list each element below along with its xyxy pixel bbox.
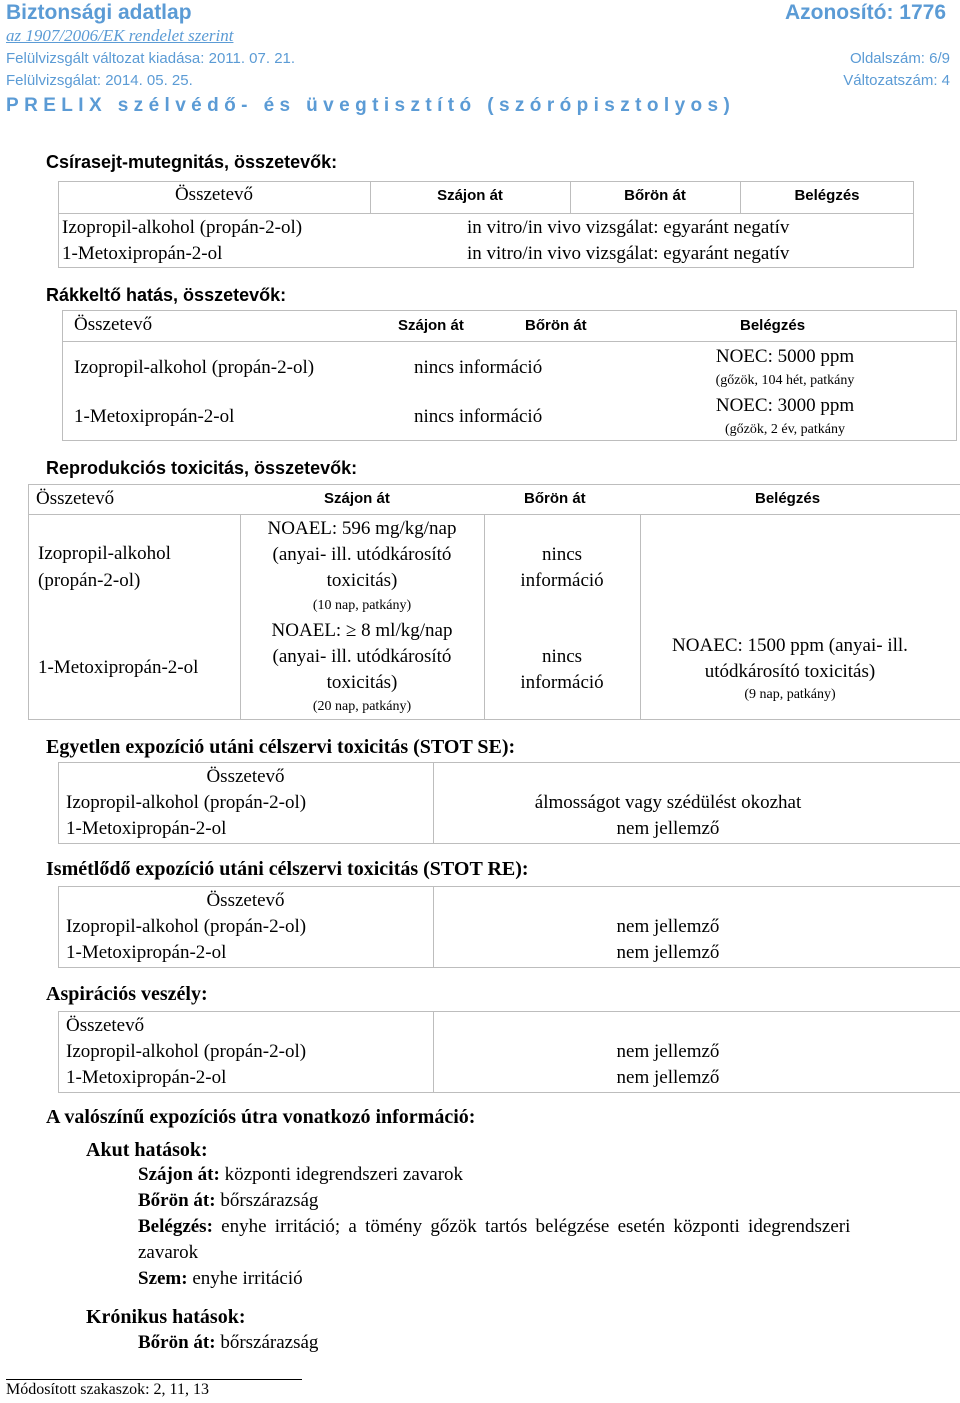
stot-re-row-2-name: 1-Metoxipropán-2-ol xyxy=(66,942,227,963)
acute-heading: Akut hatások: xyxy=(86,1139,208,1161)
aspiration-row-2-name: 1-Metoxipropán-2-ol xyxy=(66,1067,227,1088)
revised-issue: Felülvizsgált változat kiadása: 2011. 07. 21. xyxy=(6,50,296,67)
repro-row-2-inhalation-note: (9 nap, patkány) xyxy=(744,687,836,702)
stot-se-row-1-value: álmosságot vagy szédülést okozhat xyxy=(534,792,802,813)
carc-row-2-oral: nincs információ xyxy=(414,406,543,427)
stot-re-row-1-value: nem jellemző xyxy=(616,916,720,937)
acute-eye-text: enyhe irritáció xyxy=(192,1268,303,1289)
ge-symbol-icon: ≥ xyxy=(345,620,357,641)
germ-row-2-name: 1-Metoxipropán-2-ol xyxy=(62,243,223,264)
repro-row-2-dermal: nincs xyxy=(541,646,583,667)
regulation-link[interactable]: az 1907/2006/EK rendelet szerint xyxy=(6,26,234,45)
repro-row-1-oral-cont: (anyai- ill. utódkárosító xyxy=(272,544,452,565)
carc-row-1-name: Izopropil-alkohol (propán-2-ol) xyxy=(74,357,315,378)
repro-row-1-name-cont: (propán-2-ol) xyxy=(38,570,141,591)
germ-col-oral: Szájon át xyxy=(437,187,503,204)
aspiration-col-component: Összetevő xyxy=(66,1015,145,1036)
carc-row-2-inhalation: NOEC: 3000 ppm xyxy=(715,395,855,416)
chronic-dermal-text: bőrszárazság xyxy=(220,1332,319,1353)
chronic-dermal-label: Bőrön át: xyxy=(138,1332,216,1353)
repro-row-2-oral-cont2: toxicitás) xyxy=(326,672,398,693)
footer-divider xyxy=(6,1379,302,1380)
carc-heading: Rákkeltő hatás, összetevők: xyxy=(46,285,287,305)
repro-row-2-inhalation-cont: utódkárosító toxicitás) xyxy=(704,661,876,682)
acute-oral-label: Szájon át: xyxy=(138,1164,220,1185)
germ-col-inhalation: Belégzés xyxy=(794,187,860,204)
acute-dermal-label: Bőrön át: xyxy=(138,1190,216,1211)
stot-re-heading: Ismétlődő expozíció utáni célszervi toxicitás (STOT RE): xyxy=(46,858,529,880)
stot-re-col-component: Összetevő xyxy=(206,890,285,911)
stot-se-heading: Egyetlen expozíció utáni célszervi toxicitás (STOT SE): xyxy=(46,736,516,758)
acute-inhalation xyxy=(138,1216,850,1238)
repro-row-2-oral-cont: (anyai- ill. utódkárosító xyxy=(272,646,452,667)
repro-row-1-dermal-cont: információ xyxy=(520,570,604,591)
acute-eye-label: Szem: xyxy=(138,1268,188,1289)
product-name: PRELIX szélvédő- és üvegtisztító (szórópisztolyos) xyxy=(6,95,736,116)
repro-col-oral: Szájon át xyxy=(324,490,390,507)
acute-eye xyxy=(138,1268,303,1290)
acute-oral-text: központi idegrendszeri zavarok xyxy=(224,1164,464,1185)
stot-se-row-2-name: 1-Metoxipropán-2-ol xyxy=(66,818,227,839)
repro-row-2-oral xyxy=(240,620,484,642)
repro-row-2-name: 1-Metoxipropán-2-ol xyxy=(38,657,199,678)
stot-se-col-component: Összetevő xyxy=(206,766,285,787)
repro-row-2-inhalation: NOAEC: 1500 ppm (anyai- ill. xyxy=(672,635,908,656)
carc-col-inhalation: Belégzés xyxy=(740,317,806,334)
review-date: Felülvizsgálat: 2014. 05. 25. xyxy=(6,72,193,89)
document-title: Biztonsági adatlap xyxy=(6,1,192,24)
germ-heading: Csírasejt-mutegnitás, összetevők: xyxy=(46,152,338,172)
repro-row-1-dermal: nincs xyxy=(541,544,583,565)
routes-heading: A valószínű expozíciós útra vonatkozó információ: xyxy=(46,1106,476,1128)
acute-oral xyxy=(138,1164,463,1186)
acute-inhalation-label: Belégzés: xyxy=(138,1216,213,1237)
repro-row-2-oral-note: (20 nap, patkány) xyxy=(312,699,412,714)
page-number: Oldalszám: 6/9 xyxy=(849,50,950,67)
carc-row-2-name: 1-Metoxipropán-2-ol xyxy=(74,406,235,427)
aspiration-row-1-name: Izopropil-alkohol (propán-2-ol) xyxy=(66,1041,307,1062)
carc-row-2-inhalation-note: (gőzök, 2 év, patkány xyxy=(725,422,845,437)
acute-inhalation-cont: zavarok xyxy=(138,1242,199,1263)
aspiration-row-2-value: nem jellemző xyxy=(616,1067,720,1088)
repro-row-1-name: Izopropil-alkohol xyxy=(38,543,171,564)
document-id: Azonosító: 1776 xyxy=(784,1,946,24)
footer-modified-sections: Módosított szakaszok: 2, 11, 13 xyxy=(6,1381,209,1398)
carc-col-dermal: Bőrön át xyxy=(525,317,587,334)
stot-re-row-1-name: Izopropil-alkohol (propán-2-ol) xyxy=(66,916,307,937)
repro-row-2-dermal-cont: információ xyxy=(520,672,604,693)
repro-row-2-oral-label: NOAEL: xyxy=(271,620,342,641)
repro-row-2-oral-value: 8 ml/kg/nap xyxy=(361,620,453,641)
carc-row-1-inhalation-note: (gőzök, 104 hét, patkány xyxy=(715,373,855,388)
stot-se-row-2-value: nem jellemző xyxy=(616,818,720,839)
repro-col-dermal: Bőrön át xyxy=(524,490,586,507)
repro-col-inhalation: Belégzés xyxy=(755,490,821,507)
carc-row-1-oral: nincs információ xyxy=(414,357,543,378)
germ-col-dermal: Bőrön át xyxy=(624,187,686,204)
repro-row-1-oral-note: (10 nap, patkány) xyxy=(312,598,412,613)
repro-heading: Reprodukciós toxicitás, összetevők: xyxy=(46,458,358,478)
stot-re-row-2-value: nem jellemző xyxy=(616,942,720,963)
chronic-heading: Krónikus hatások: xyxy=(86,1306,246,1328)
acute-dermal xyxy=(138,1190,318,1212)
acute-inhalation-text: enyhe irritáció; a tömény gőzök tartós belégzése esetén központi idegrendszeri xyxy=(221,1216,851,1237)
version-number: Változatszám: 4 xyxy=(843,72,950,89)
repro-row-1-oral-cont2: toxicitás) xyxy=(326,570,398,591)
germ-row-1-name: Izopropil-alkohol (propán-2-ol) xyxy=(62,217,303,238)
aspiration-heading: Aspirációs veszély: xyxy=(46,983,208,1005)
stot-se-row-1-name: Izopropil-alkohol (propán-2-ol) xyxy=(66,792,307,813)
carc-col-oral: Szájon át xyxy=(398,317,464,334)
acute-dermal-text: bőrszárazság xyxy=(220,1190,319,1211)
carc-row-1-inhalation: NOEC: 5000 ppm xyxy=(715,346,855,367)
germ-col-component: Összetevő xyxy=(174,184,254,205)
chronic-dermal xyxy=(138,1332,318,1354)
repro-row-1-oral: NOAEL: 596 mg/kg/nap xyxy=(267,518,457,539)
repro-col-component: Összetevő xyxy=(36,488,115,509)
carc-col-component: Összetevő xyxy=(74,314,153,335)
aspiration-row-1-value: nem jellemző xyxy=(616,1041,720,1062)
germ-row-2-value: in vitro/in vivo vizsgálat: egyaránt negatív xyxy=(467,243,790,264)
germ-row-1-value: in vitro/in vivo vizsgálat: egyaránt negatív xyxy=(467,217,790,238)
